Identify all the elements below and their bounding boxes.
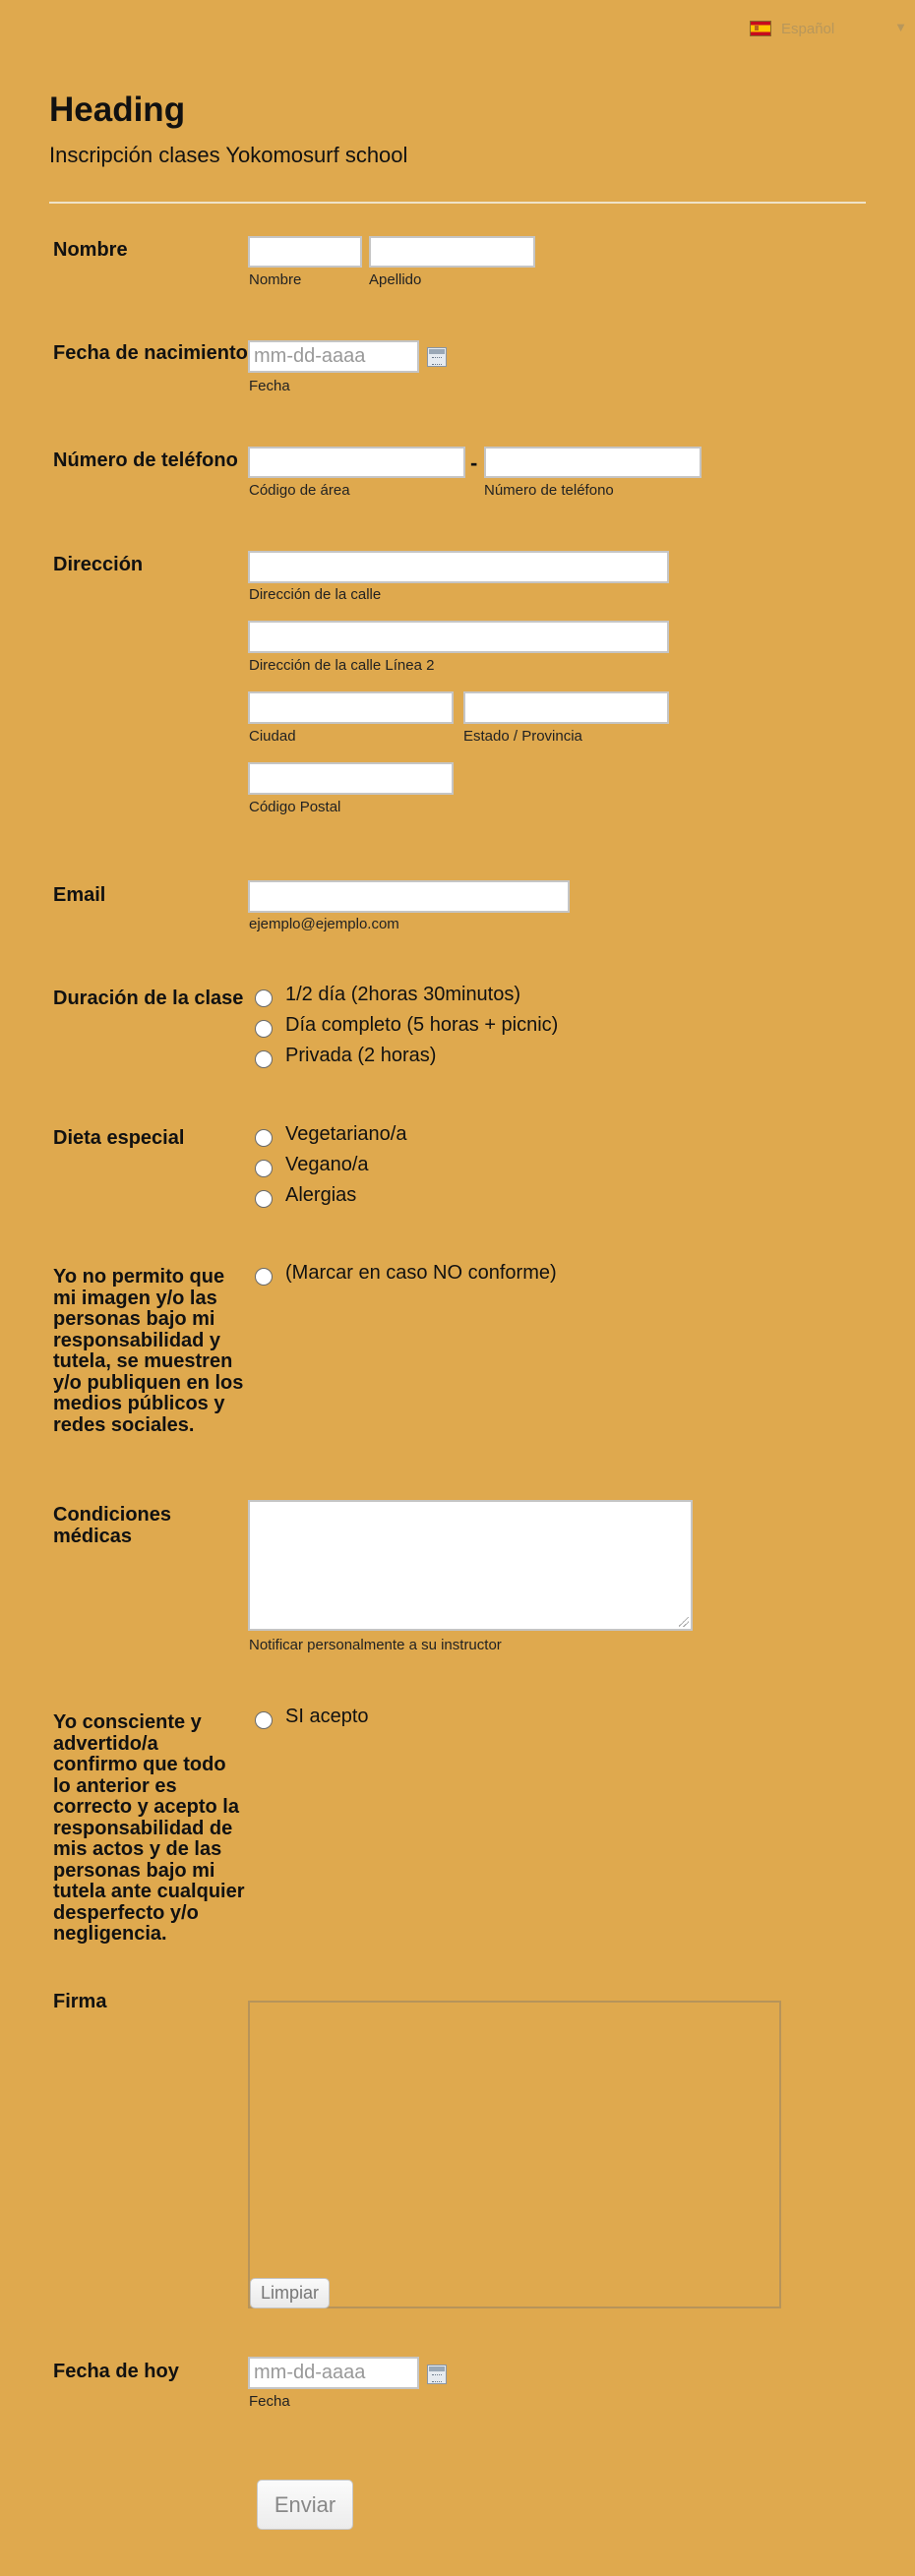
resize-handle-icon[interactable] <box>679 1617 689 1627</box>
phone-separator: - <box>470 450 478 475</box>
signature-pad[interactable] <box>248 2001 781 2308</box>
name-label: Nombre <box>53 239 128 261</box>
state-input[interactable] <box>463 691 669 724</box>
email-input[interactable] <box>248 880 570 913</box>
duration-radio-private[interactable] <box>255 1050 273 1068</box>
image-consent-option-label: (Marcar en caso NO conforme) <box>285 1262 557 1284</box>
duration-option-label: Día completo (5 horas + picnic) <box>285 1014 559 1036</box>
phone-number-sublabel: Número de teléfono <box>484 482 614 499</box>
medical-sublabel: Notificar personalmente a su instructor <box>249 1637 502 1653</box>
today-date-sublabel: Fecha <box>249 2393 290 2410</box>
language-label: Español <box>781 20 835 37</box>
medical-textarea[interactable] <box>248 1500 693 1631</box>
image-consent-radio[interactable] <box>255 1268 273 1286</box>
calendar-icon[interactable] <box>427 2365 447 2384</box>
street-input[interactable] <box>248 551 669 583</box>
calendar-icon[interactable] <box>427 347 447 367</box>
today-date-label: Fecha de hoy <box>53 2361 179 2382</box>
duration-radio-full-day[interactable] <box>255 1020 273 1038</box>
submit-button[interactable]: Enviar <box>257 2480 353 2530</box>
agreement-label: Yo consciente y advertido/a confirmo que todo lo anterior es correcto y acepto la responsabilidad de mis actos y de las personas bajo mi tutela ante cualquier desperfecto y/o negligencia. <box>53 1711 245 1945</box>
today-date-input[interactable]: mm-dd-aaaa <box>248 2357 419 2389</box>
street-sublabel: Dirección de la calle <box>249 586 382 603</box>
duration-radio-half-day[interactable] <box>255 989 273 1007</box>
diet-option-label: Alergias <box>285 1184 357 1206</box>
last-name-input[interactable] <box>369 236 535 268</box>
duration-option-label: 1/2 día (2horas 30minutos) <box>285 984 521 1005</box>
phone-number-input[interactable] <box>484 447 702 478</box>
duration-label: Duración de la clase <box>53 988 244 1009</box>
first-name-sublabel: Nombre <box>249 271 302 288</box>
diet-radio-allergies[interactable] <box>255 1190 273 1208</box>
diet-option-label: Vegetariano/a <box>285 1123 407 1145</box>
diet-radio-vegetarian[interactable] <box>255 1129 273 1147</box>
form-subheading: Inscripción clases Yokomosurf school <box>49 143 408 167</box>
form-heading: Heading <box>49 90 186 129</box>
last-name-sublabel: Apellido <box>369 271 422 288</box>
birthdate-input[interactable]: mm-dd-aaaa <box>248 340 419 373</box>
street2-input[interactable] <box>248 621 669 653</box>
email-label: Email <box>53 884 106 906</box>
diet-radio-vegan[interactable] <box>255 1160 273 1177</box>
chevron-down-icon: ▼ <box>894 20 907 34</box>
language-selector[interactable] <box>750 18 915 39</box>
city-input[interactable] <box>248 691 454 724</box>
diet-option-label: Vegano/a <box>285 1154 369 1175</box>
spain-flag-icon <box>750 21 771 36</box>
duration-option-label: Privada (2 horas) <box>285 1045 437 1066</box>
first-name-input[interactable] <box>248 236 362 268</box>
area-code-input[interactable] <box>248 447 465 478</box>
address-label: Dirección <box>53 554 144 575</box>
medical-label: Condiciones médicas <box>53 1504 172 1547</box>
clear-signature-button[interactable]: Limpiar <box>250 2278 330 2308</box>
state-sublabel: Estado / Provincia <box>463 728 582 745</box>
agreement-radio[interactable] <box>255 1711 273 1729</box>
birthdate-label: Fecha de nacimiento <box>53 342 248 364</box>
birthdate-sublabel: Fecha <box>249 378 290 394</box>
postal-code-sublabel: Código Postal <box>249 799 341 815</box>
header-divider <box>49 202 866 204</box>
street2-sublabel: Dirección de la calle Línea 2 <box>249 657 435 674</box>
agreement-option-label: SI acepto <box>285 1706 369 1727</box>
email-sublabel: ejemplo@ejemplo.com <box>249 916 399 932</box>
diet-label: Dieta especial <box>53 1127 185 1149</box>
area-code-sublabel: Código de área <box>249 482 350 499</box>
postal-code-input[interactable] <box>248 762 454 795</box>
city-sublabel: Ciudad <box>249 728 296 745</box>
image-consent-label: Yo no permito que mi imagen y/o las personas bajo mi responsabilidad y tutela, se muestren y/o publiquen en los medios públicos y redes sociales. <box>53 1266 244 1436</box>
phone-label: Número de teléfono <box>53 449 238 471</box>
signature-label: Firma <box>53 1991 107 2012</box>
